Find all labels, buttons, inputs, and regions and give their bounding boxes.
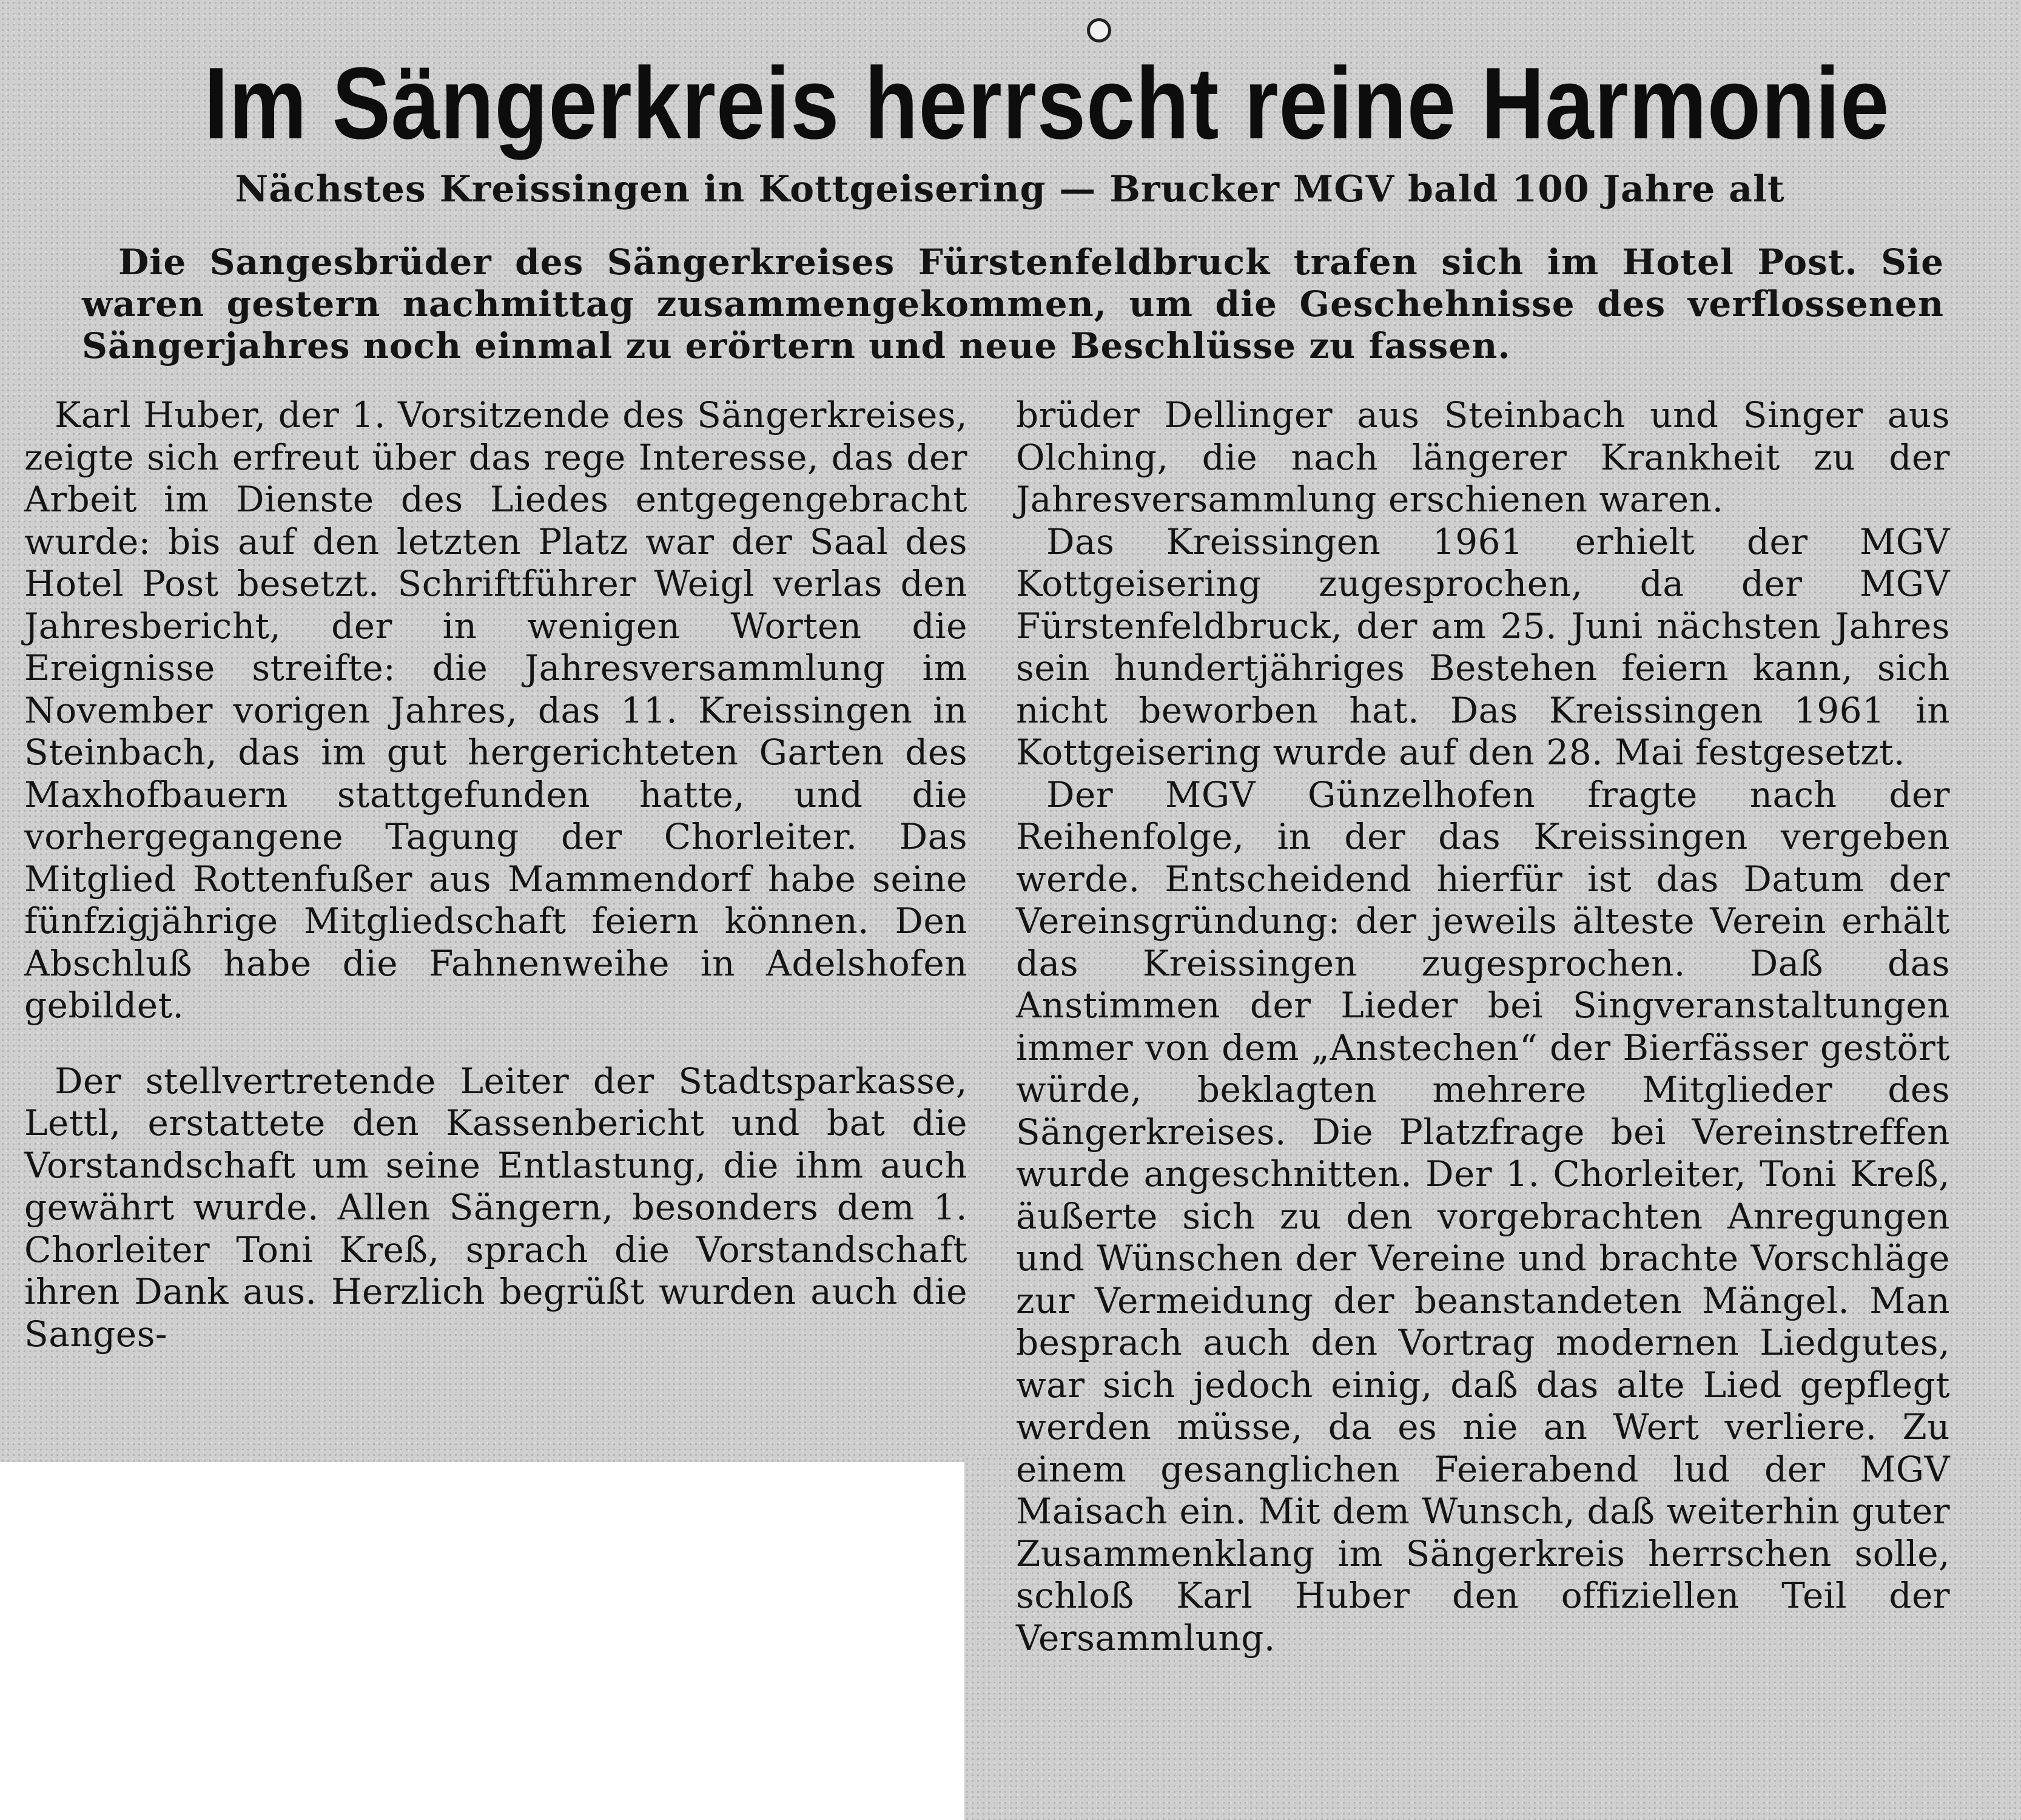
- left-column: [24, 394, 967, 1355]
- pin-hole: [1087, 18, 1111, 42]
- intro-paragraph: Die Sangesbrüder des Sängerkreises Fürstenfeldbruck trafen sich im Hotel Post. Sie waren gestern nachmittag zusammengekommen, um die Geschehnisse des verflossenen Sängerjahres noch einmal zu erörtern und neue Beschlüsse zu fassen.: [82, 241, 1944, 366]
- right-paragraph-2: Das Kreissingen 1961 erhielt der MGV Kottgeisering zugesprochen, da der MGV Fürstenfeldbruck, der am 25. Juni nächsten Jahres sein hundertjähriges Bestehen feiern kann, sich nicht beworben hat. Das Kreissingen 1961 in Kottgeisering wurde auf den 28. Mai festgesetzt.: [1016, 521, 1950, 773]
- subheadline: Nächstes Kreissingen in Kottgeisering — Brucker MGV bald 100 Jahre alt: [235, 168, 1785, 211]
- right-paragraph-3: Der MGV Günzelhofen fragte nach der Reihenfolge, in der das Kreissingen vergeben werde. Entscheidend hierfür ist das Datum der Vereinsgründung: der jeweils älteste Verein erhält das Kreissingen zugesprochen. Daß das Anstimmen der Lieder bei Singveranstaltungen immer von dem „Anstechen“ der Bierfässer gestört würde, beklagten mehrere Mitglieder des Sängerkreises. Die Platzfrage bei Vereinstreffen wurde angeschnitten. Der 1. Chorleiter, Toni Kreß, äußerte sich zu den vorgebrachten Anregungen und Wünschen der Vereine und brachte Vorschläge zur Vermeidung der beanstandeten Mängel. Man besprach auch den Vortrag modernen Liedgutes, war sich jedoch einig, daß das alte Lied gepflegt werden müsse, da es nie an Wert verliere. Zu einem gesanglichen Feierabend lud der MGV Maisach ein. Mit dem Wunsch, daß weiterhin guter Zusammenklang im Sängerkreis herrschen solle, schloß Karl Huber den offiziellen Teil der Versammlung.: [1016, 774, 1950, 1659]
- left-paragraph-2: Der stellvertretende Leiter der Stadtsparkasse, Lettl, erstattete den Kassenbericht und bat die Vorstandschaft um seine Entlastung, die ihm auch gewährt wurde. Allen Sängern, besonders dem 1. Chorleiter Toni Kreß, sprach die Vorstandschaft ihren Dank aus. Herzlich begrüßt wurden auch die Sanges-: [24, 1060, 967, 1355]
- right-paragraph-1: brüder Dellinger aus Steinbach und Singer aus Olching, die nach längerer Krankheit zu der Jahresversammlung erschienen waren.: [1016, 394, 1950, 520]
- headline: Im Sängerkreis herrscht reine Harmonie: [204, 46, 1890, 160]
- left-paragraph-1: Karl Huber, der 1. Vorsitzende des Sängerkreises, zeigte sich erfreut über das rege Interesse, das der Arbeit im Dienste des Liedes entgegengebracht wurde: bis auf den letzten Platz war der Saal des Hotel Post besetzt. Schriftführer Weigl verlas den Jahresbericht, der in wenigen Worten die Ereignisse streifte: die Jahresversammlung im November vorigen Jahres, das 11. Kreissingen in Steinbach, das im gut hergerichteten Garten des Maxhofbauern stattgefunden hatte, und die vorhergegangene Tagung der Chorleiter. Das Mitglied Rottenfußer aus Mammendorf habe seine fünfzigjährige Mitgliedschaft feiern können. Den Abschluß habe die Fahnenweihe in Adelshofen gebildet.: [24, 394, 967, 1026]
- right-column: [1016, 394, 1950, 1659]
